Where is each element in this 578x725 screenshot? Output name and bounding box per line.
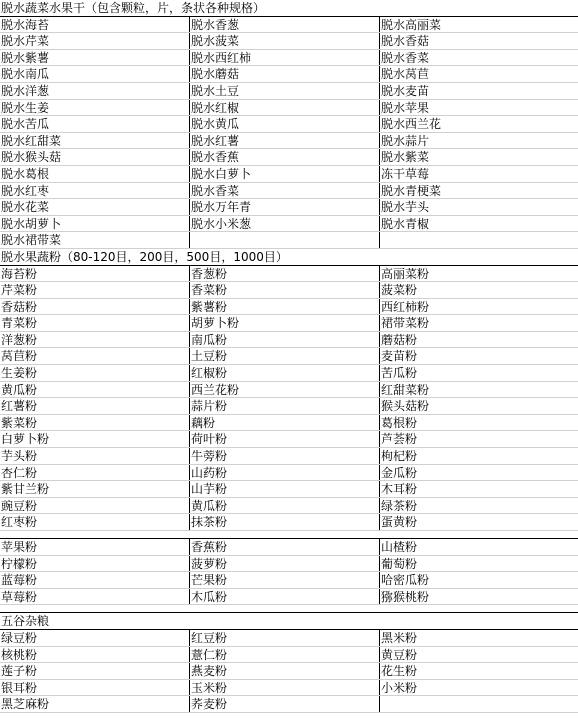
table-cell: 脱水莴苣: [381, 67, 430, 82]
table-cell: 脱水青梗菜: [381, 183, 442, 198]
table-row: [0, 539, 578, 556]
section-title-grains: [0, 613, 578, 630]
table-cell: [380, 232, 578, 248]
section-title: 脱水果蔬粉（80-120目，200目，500目，1000目）: [1, 249, 288, 264]
table-row: [0, 365, 578, 382]
table-cell: 脱水白萝卜: [190, 166, 380, 182]
table-row: [0, 589, 578, 606]
table-cell: 香蕉粉: [190, 539, 380, 555]
table-cell: 红椒粉: [190, 365, 380, 381]
table-row: [0, 680, 578, 697]
table-cell: 白萝卜粉: [0, 431, 190, 447]
table-cell: 杏仁粉: [0, 465, 190, 481]
table-cell: 花生粉: [381, 664, 418, 679]
table-cell: 山药粉: [190, 465, 380, 481]
table-cell: 脱水菠菜: [190, 33, 380, 49]
table-cell: 核桃粉: [0, 647, 190, 663]
table-cell: 莴苣粉: [0, 348, 190, 364]
table-row: [0, 514, 578, 531]
table-cell: 脱水芋头: [381, 200, 430, 215]
table-cell: 玉米粉: [190, 680, 380, 696]
dehydrated-vegetables-table: [0, 17, 578, 249]
table-row: [0, 647, 578, 664]
table-cell: 猴头菇粉: [381, 399, 430, 414]
table-row: [0, 431, 578, 448]
section-title: 脱水蔬菜水果干（包含颗粒，片，条状各种规格）: [1, 1, 266, 15]
table-cell: 青菜粉: [0, 315, 190, 331]
table-cell: 蘑菇粉: [381, 332, 418, 347]
table-cell: 裙带菜粉: [381, 316, 430, 331]
table-cell: 银耳粉: [0, 680, 190, 696]
table-cell: 脱水红薯: [190, 133, 380, 149]
table-row: [0, 100, 578, 117]
table-cell: 芒果粉: [190, 572, 380, 588]
table-cell: 黑米粉: [381, 630, 418, 645]
table-cell: 芹菜粉: [0, 282, 190, 298]
table-cell: 土豆粉: [190, 348, 380, 364]
table-cell: 高丽菜粉: [381, 266, 430, 281]
table-cell: 海苔粉: [0, 266, 190, 282]
table-cell: 脱水红甜菜: [0, 133, 190, 149]
table-cell: 脱水蘑菇: [190, 66, 380, 82]
table-cell: 脱水香葱: [190, 17, 380, 33]
table-cell: 莲子粉: [0, 663, 190, 679]
table-row: [0, 332, 578, 349]
table-cell: 脱水洋葱: [0, 83, 190, 99]
table-cell: 脱水红枣: [0, 183, 190, 199]
table-cell: 金瓜粉: [381, 465, 418, 480]
table-row: [0, 133, 578, 150]
table-cell: 红甜菜粉: [381, 382, 430, 397]
table-cell: 脱水黄瓜: [190, 116, 380, 132]
table-cell: 猕猴桃粉: [381, 589, 430, 604]
table-cell: 豌豆粉: [0, 498, 190, 514]
table-cell: 脱水胡萝卜: [0, 216, 190, 232]
table-cell: 木瓜粉: [190, 589, 380, 605]
table-cell: 葛根粉: [381, 415, 418, 430]
table-cell: 生姜粉: [0, 365, 190, 381]
table-cell: 草莓粉: [0, 589, 190, 605]
table-cell: 黄瓜粉: [190, 498, 380, 514]
table-cell: 洋葱粉: [0, 332, 190, 348]
table-cell: 紫菜粉: [0, 415, 190, 431]
table-row: [0, 299, 578, 316]
table-cell: 黑芝麻粉: [0, 696, 190, 712]
table-cell: 脱水小米葱: [190, 216, 380, 232]
table-cell: 脱水西红柿: [190, 50, 380, 66]
table-cell: 香菜粉: [190, 282, 380, 298]
table-row: [0, 50, 578, 67]
blank-row: [0, 605, 578, 613]
table-cell: 苦瓜粉: [381, 366, 418, 381]
table-cell: 脱水红椒: [190, 100, 380, 116]
grains-table: [0, 630, 578, 713]
table-row: [0, 66, 578, 83]
table-cell: 山楂粉: [381, 540, 418, 554]
table-cell: 脱水海苔: [0, 17, 190, 33]
table-row: [0, 398, 578, 415]
table-cell: 脱水麦苗: [381, 83, 430, 98]
table-cell: 黄瓜粉: [0, 382, 190, 398]
section-title-dehydrated-vegetables: [0, 0, 578, 17]
table-cell: 荞麦粉: [190, 696, 380, 712]
table-cell: 荷叶粉: [190, 431, 380, 447]
table-row: [0, 199, 578, 216]
table-cell: 冻干草莓: [381, 166, 430, 181]
table-cell: 苹果粉: [0, 539, 190, 555]
table-cell: 脱水土豆: [190, 83, 380, 99]
table-row: [0, 382, 578, 399]
table-cell: 葡萄粉: [381, 556, 418, 571]
table-cell: 脱水南瓜: [0, 66, 190, 82]
table-cell: 蛋黄粉: [381, 515, 418, 530]
table-cell: 南瓜粉: [190, 332, 380, 348]
blank-row: [0, 531, 578, 539]
section-title: 五谷杂粮: [1, 614, 50, 629]
table-cell: [380, 696, 578, 712]
table-cell: 薏仁粉: [190, 647, 380, 663]
table-cell: 脱水西兰花: [381, 117, 442, 132]
table-cell: 香葱粉: [190, 266, 380, 282]
section-title-fruit-vegetable-powder: [0, 249, 578, 266]
table-row: [0, 33, 578, 50]
table-row: [0, 266, 578, 283]
table-cell: 西红柿粉: [381, 299, 430, 314]
table-row: [0, 696, 578, 713]
table-row: [0, 216, 578, 233]
table-row: [0, 448, 578, 465]
fruit-powder-table: [0, 539, 578, 605]
table-row: [0, 663, 578, 680]
table-cell: 牛蒡粉: [190, 448, 380, 464]
table-cell: 红豆粉: [190, 630, 380, 646]
table-cell: 哈密瓜粉: [381, 573, 430, 588]
table-cell: 脱水香菜: [190, 183, 380, 199]
table-cell: 木耳粉: [381, 482, 418, 497]
table-cell: 藕粉: [190, 415, 380, 431]
table-cell: 红薯粉: [0, 398, 190, 414]
table-cell: 西兰花粉: [190, 382, 380, 398]
table-cell: 蓝莓粉: [0, 572, 190, 588]
table-cell: 脱水裙带菜: [0, 232, 190, 248]
table-cell: 脱水蒜片: [381, 133, 430, 148]
table-row: [0, 83, 578, 100]
table-cell: 菠萝粉: [190, 556, 380, 572]
table-cell: 脱水香菜: [381, 50, 430, 65]
table-cell: 紫甘兰粉: [0, 481, 190, 497]
table-cell: 脱水香菇: [381, 34, 430, 49]
table-cell: 脱水万年青: [190, 199, 380, 215]
table-cell: 蒜片粉: [190, 398, 380, 414]
table-row: [0, 149, 578, 166]
table-cell: 菠菜粉: [381, 283, 418, 298]
table-cell: 脱水芹菜: [0, 33, 190, 49]
table-cell: 小米粉: [381, 680, 418, 695]
table-row: [0, 17, 578, 34]
table-cell: 绿茶粉: [381, 498, 418, 513]
table-cell: 脱水葛根: [0, 166, 190, 182]
table-cell: 香菇粉: [0, 299, 190, 315]
table-cell: 燕麦粉: [190, 663, 380, 679]
table-cell: 脱水青椒: [381, 216, 430, 231]
table-cell: 抹茶粉: [190, 514, 380, 530]
table-row: [0, 232, 578, 249]
table-row: [0, 465, 578, 482]
table-row: [0, 481, 578, 498]
table-row: [0, 556, 578, 573]
table-cell: 芦荟粉: [381, 432, 418, 447]
table-cell: 山芋粉: [190, 481, 380, 497]
table-cell: 麦苗粉: [381, 349, 418, 364]
table-cell: 脱水苹果: [381, 100, 430, 115]
table-cell: 绿豆粉: [0, 630, 190, 646]
table-row: [0, 630, 578, 647]
table-cell: 脱水猴头菇: [0, 149, 190, 165]
table-cell: 脱水紫薯: [0, 50, 190, 66]
table-cell: 脱水生姜: [0, 100, 190, 116]
table-row: [0, 315, 578, 332]
table-row: [0, 572, 578, 589]
table-row: [0, 183, 578, 200]
table-cell: 柠檬粉: [0, 556, 190, 572]
table-row: [0, 116, 578, 133]
table-cell: 脱水高丽菜: [381, 17, 442, 32]
table-row: [0, 348, 578, 365]
table-cell: [190, 232, 380, 248]
table-cell: 脱水香蕉: [190, 149, 380, 165]
table-row: [0, 282, 578, 299]
table-cell: 枸杞粉: [381, 449, 418, 464]
table-cell: 脱水花菜: [0, 199, 190, 215]
table-cell: 脱水苦瓜: [0, 116, 190, 132]
table-cell: 红枣粉: [0, 514, 190, 530]
table-row: [0, 166, 578, 183]
fruit-vegetable-powder-table: [0, 266, 578, 532]
table-cell: 芋头粉: [0, 448, 190, 464]
table-cell: 脱水紫菜: [381, 150, 430, 165]
table-cell: 黄豆粉: [381, 647, 418, 662]
table-row: [0, 498, 578, 515]
table-cell: 紫薯粉: [190, 299, 380, 315]
table-cell: 胡萝卜粉: [190, 315, 380, 331]
table-row: [0, 415, 578, 432]
